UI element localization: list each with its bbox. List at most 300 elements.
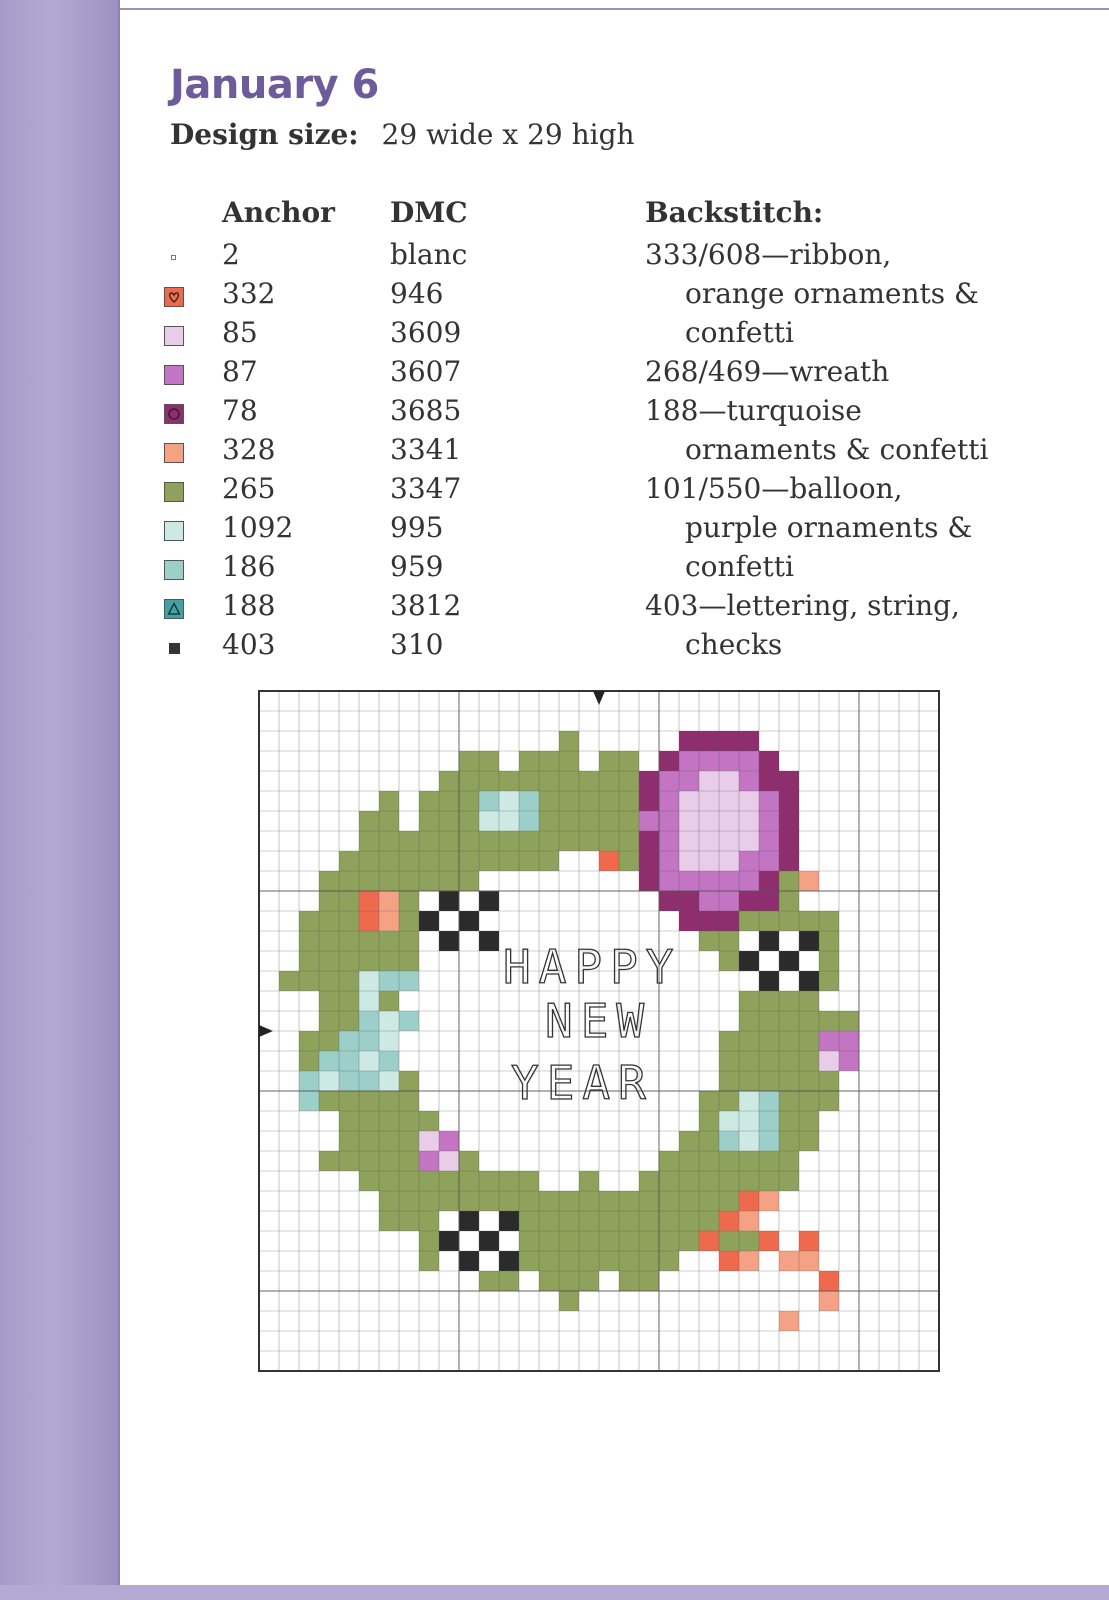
color-swatch — [164, 326, 184, 346]
wreath-cell — [759, 1071, 779, 1091]
balloon-cell — [719, 871, 739, 891]
wreath-cell — [619, 851, 639, 871]
purple-ornament-cell — [819, 1051, 839, 1071]
ribbon-cell — [359, 971, 379, 991]
wreath-cell — [539, 1211, 559, 1231]
ribbon-cell — [339, 1031, 359, 1051]
balloon-cell — [659, 811, 679, 831]
wreath-cell — [379, 1211, 399, 1231]
wreath-cell — [579, 1211, 599, 1231]
balloon-cell — [699, 871, 719, 891]
wreath-cell — [659, 1191, 679, 1211]
balloon-cell — [639, 871, 659, 891]
confetti-cell — [699, 1231, 719, 1251]
confetti-cell — [719, 1211, 739, 1231]
wreath-cell — [319, 951, 339, 971]
wreath-cell — [399, 1171, 419, 1191]
check-cell — [499, 1211, 519, 1231]
wreath-cell — [379, 791, 399, 811]
wreath-cell — [279, 971, 299, 991]
wreath-cell — [579, 1271, 599, 1291]
check-cell — [419, 911, 439, 931]
wreath-cell — [819, 971, 839, 991]
wreath-cell — [799, 991, 819, 1011]
wreath-cell — [779, 991, 799, 1011]
anchor-number: 265 — [222, 472, 276, 505]
wreath-cell — [619, 831, 639, 851]
balloon-cell — [679, 791, 699, 811]
wreath-cell — [499, 771, 519, 791]
balloon-cell — [659, 851, 679, 871]
check-cell — [759, 971, 779, 991]
wreath-cell — [459, 811, 479, 831]
balloon-cell — [639, 811, 659, 831]
check-cell — [739, 931, 759, 951]
wreath-cell — [699, 1151, 719, 1171]
balloon-cell — [719, 811, 739, 831]
wreath-cell — [459, 871, 479, 891]
ribbon-cell — [379, 1051, 399, 1071]
balloon-cell — [679, 891, 699, 911]
wreath-cell — [679, 1191, 699, 1211]
wreath-cell — [619, 1271, 639, 1291]
wreath-cell — [479, 1271, 499, 1291]
wreath-cell — [619, 811, 639, 831]
wreath-cell — [819, 1091, 839, 1111]
wreath-cell — [799, 1031, 819, 1051]
wreath-cell — [759, 1051, 779, 1071]
check-cell — [479, 1251, 499, 1271]
wreath-cell — [559, 1271, 579, 1291]
purple-ornament-cell — [819, 1031, 839, 1051]
wreath-cell — [579, 771, 599, 791]
wreath-cell — [379, 811, 399, 831]
confetti-cell — [599, 851, 619, 871]
wreath-cell — [419, 1191, 439, 1211]
ribbon-cell — [359, 1071, 379, 1091]
wreath-cell — [359, 1091, 379, 1111]
wreath-cell — [399, 911, 419, 931]
turquoise-ornament-cell — [739, 1111, 759, 1131]
wreath-cell — [739, 1011, 759, 1031]
wreath-cell — [479, 851, 499, 871]
anchor-number: 328 — [222, 433, 276, 466]
confetti-cell — [719, 1251, 739, 1271]
wreath-cell — [299, 1031, 319, 1051]
wreath-cell — [599, 791, 619, 811]
color-swatch — [164, 560, 184, 580]
wreath-cell — [539, 811, 559, 831]
wreath-cell — [599, 771, 619, 791]
wreath-cell — [559, 1251, 579, 1271]
wreath-cell — [679, 1211, 699, 1231]
wreath-cell — [359, 931, 379, 951]
color-swatch — [164, 287, 184, 307]
confetti-cell — [759, 1231, 779, 1251]
wreath-cell — [619, 751, 639, 771]
cross-stitch-chart — [258, 688, 940, 1372]
wreath-cell — [639, 1271, 659, 1291]
confetti-cell — [379, 911, 399, 931]
color-swatch — [164, 404, 184, 424]
wreath-cell — [539, 831, 559, 851]
turquoise-ornament-cell — [519, 811, 539, 831]
check-cell — [459, 1251, 479, 1271]
wreath-cell — [459, 831, 479, 851]
wreath-cell — [359, 871, 379, 891]
check-cell — [479, 1211, 499, 1231]
check-cell — [459, 931, 479, 951]
wreath-cell — [539, 1231, 559, 1251]
wreath-cell — [299, 931, 319, 951]
turquoise-ornament-cell — [479, 791, 499, 811]
wreath-cell — [539, 791, 559, 811]
anchor-number: 85 — [222, 316, 258, 349]
wreath-cell — [519, 851, 539, 871]
color-swatch — [164, 482, 184, 502]
wreath-cell — [559, 791, 579, 811]
anchor-number: 78 — [222, 394, 258, 427]
wreath-cell — [399, 1131, 419, 1151]
wreath-cell — [639, 1211, 659, 1231]
wreath-cell — [339, 931, 359, 951]
check-cell — [439, 891, 459, 911]
wreath-cell — [799, 1011, 819, 1031]
check-cell — [419, 891, 439, 911]
ribbon-cell — [359, 991, 379, 1011]
wreath-cell — [379, 1171, 399, 1191]
wreath-cell — [399, 951, 419, 971]
turquoise-ornament-cell — [759, 1091, 779, 1111]
wreath-cell — [599, 1251, 619, 1271]
ribbon-cell — [359, 1051, 379, 1071]
wreath-cell — [779, 871, 799, 891]
confetti-cell — [799, 871, 819, 891]
wreath-cell — [319, 911, 339, 931]
wreath-cell — [739, 911, 759, 931]
wreath-cell — [379, 851, 399, 871]
wreath-cell — [639, 1191, 659, 1211]
balloon-cell — [719, 771, 739, 791]
balloon-cell — [679, 771, 699, 791]
wreath-cell — [419, 851, 439, 871]
wreath-cell — [739, 1051, 759, 1071]
wreath-cell — [739, 1031, 759, 1051]
wreath-cell — [699, 1171, 719, 1191]
confetti-cell — [799, 1251, 819, 1271]
wreath-cell — [399, 1191, 419, 1211]
balloon-cell — [639, 831, 659, 851]
wreath-cell — [819, 1071, 839, 1091]
wreath-cell — [419, 811, 439, 831]
wreath-cell — [599, 811, 619, 831]
balloon-cell — [719, 791, 739, 811]
wreath-cell — [799, 911, 819, 931]
confetti-cell — [779, 1311, 799, 1331]
wreath-cell — [819, 1011, 839, 1031]
balloon-cell — [739, 791, 759, 811]
dmc-number: 310 — [390, 628, 444, 661]
balloon-cell — [739, 871, 759, 891]
wreath-cell — [419, 1231, 439, 1251]
wreath-cell — [459, 1171, 479, 1191]
purple-ornament-cell — [439, 1131, 459, 1151]
anchor-number: 1092 — [222, 511, 294, 544]
ribbon-cell — [379, 971, 399, 991]
wreath-cell — [519, 1191, 539, 1211]
wreath-cell — [599, 1231, 619, 1251]
blanc-swatch — [171, 255, 176, 260]
wreath-cell — [379, 871, 399, 891]
wreath-cell — [359, 811, 379, 831]
key-row — [160, 238, 660, 277]
wreath-cell — [319, 1091, 339, 1111]
key-row — [160, 472, 660, 511]
balloon-cell — [659, 891, 679, 911]
balloon-cell — [659, 791, 679, 811]
anchor-number: 403 — [222, 628, 276, 661]
check-cell — [779, 971, 799, 991]
balloon-cell — [719, 731, 739, 751]
wreath-cell — [439, 811, 459, 831]
anchor-header: Anchor — [222, 196, 335, 229]
balloon-cell — [739, 891, 759, 911]
balloon-cell — [779, 831, 799, 851]
wreath-cell — [599, 1211, 619, 1231]
wreath-cell — [659, 1251, 679, 1271]
wreath-cell — [379, 931, 399, 951]
wreath-cell — [419, 1171, 439, 1191]
wreath-cell — [659, 1211, 679, 1231]
wreath-cell — [639, 1251, 659, 1271]
wreath-cell — [699, 1131, 719, 1151]
wreath-cell — [579, 811, 599, 831]
balloon-cell — [759, 871, 779, 891]
anchor-number: 332 — [222, 277, 276, 310]
check-cell — [759, 931, 779, 951]
wreath-cell — [619, 771, 639, 791]
wreath-cell — [399, 1071, 419, 1091]
top-rule — [120, 8, 1109, 10]
wreath-cell — [399, 891, 419, 911]
wreath-cell — [739, 1171, 759, 1191]
turquoise-ornament-cell — [479, 811, 499, 831]
check-cell — [799, 931, 819, 951]
balloon-cell — [759, 791, 779, 811]
wreath-cell — [519, 1171, 539, 1191]
ribbon-cell — [319, 1071, 339, 1091]
wreath-cell — [399, 931, 419, 951]
wreath-cell — [399, 1111, 419, 1131]
wreath-cell — [779, 1071, 799, 1091]
dmc-number: blanc — [390, 238, 468, 271]
wreath-cell — [459, 751, 479, 771]
wreath-cell — [399, 1211, 419, 1231]
confetti-cell — [819, 1271, 839, 1291]
balloon-cell — [759, 851, 779, 871]
dmc-number: 3685 — [390, 394, 462, 427]
key-row — [160, 277, 660, 316]
wreath-cell — [459, 851, 479, 871]
design-size-label: Design size: — [170, 118, 359, 151]
wreath-cell — [539, 1251, 559, 1271]
wreath-cell — [679, 1171, 699, 1191]
anchor-number: 87 — [222, 355, 258, 388]
balloon-cell — [779, 811, 799, 831]
wreath-cell — [559, 1291, 579, 1311]
wreath-cell — [559, 731, 579, 751]
check-cell — [419, 931, 439, 951]
wreath-cell — [619, 1211, 639, 1231]
wreath-cell — [799, 1111, 819, 1131]
ribbon-cell — [339, 1051, 359, 1071]
wreath-cell — [559, 1191, 579, 1211]
balloon-cell — [719, 831, 739, 851]
wreath-cell — [559, 1231, 579, 1251]
wreath-cell — [579, 1171, 599, 1191]
bottom-strip — [0, 1585, 1109, 1600]
color-swatch — [164, 599, 184, 619]
balloon-cell — [779, 851, 799, 871]
wreath-cell — [319, 1151, 339, 1171]
check-cell — [439, 1231, 459, 1251]
wreath-cell — [759, 991, 779, 1011]
wreath-cell — [419, 791, 439, 811]
wreath-cell — [359, 1111, 379, 1131]
check-cell — [439, 1211, 459, 1231]
wreath-cell — [459, 791, 479, 811]
wreath-cell — [419, 831, 439, 851]
wreath-cell — [419, 1111, 439, 1131]
wreath-cell — [559, 1211, 579, 1231]
backstitch-line: orange ornaments & — [685, 277, 979, 310]
balloon-cell — [699, 831, 719, 851]
turquoise-ornament-cell — [719, 1131, 739, 1151]
wreath-cell — [739, 991, 759, 1011]
wreath-cell — [459, 771, 479, 791]
wreath-cell — [579, 1191, 599, 1211]
balloon-cell — [779, 771, 799, 791]
balloon-cell — [679, 811, 699, 831]
wreath-cell — [799, 1131, 819, 1151]
backstitch-header: Backstitch: — [645, 196, 824, 229]
check-cell — [739, 951, 759, 971]
wreath-cell — [799, 1071, 819, 1091]
balloon-cell — [759, 811, 779, 831]
dmc-header: DMC — [390, 196, 468, 229]
wreath-cell — [759, 1151, 779, 1171]
check-cell — [459, 891, 479, 911]
balloon-cell — [759, 751, 779, 771]
color-swatch — [164, 443, 184, 463]
key-row — [160, 316, 660, 355]
confetti-cell — [759, 1191, 779, 1211]
wreath-cell — [499, 1271, 519, 1291]
anchor-number: 186 — [222, 550, 276, 583]
confetti-cell — [739, 1211, 759, 1231]
wreath-cell — [779, 1091, 799, 1111]
wreath-cell — [699, 931, 719, 951]
turquoise-ornament-cell — [519, 791, 539, 811]
ribbon-cell — [319, 1051, 339, 1071]
wreath-cell — [339, 911, 359, 931]
dmc-number: 3812 — [390, 589, 462, 622]
wreath-cell — [819, 911, 839, 931]
ribbon-cell — [379, 1011, 399, 1031]
wreath-cell — [359, 1131, 379, 1151]
key-row — [160, 433, 660, 472]
balloon-cell — [759, 891, 779, 911]
wreath-cell — [679, 1131, 699, 1151]
wreath-cell — [339, 871, 359, 891]
balloon-cell — [679, 751, 699, 771]
wreath-cell — [579, 831, 599, 851]
check-cell — [439, 911, 459, 931]
wreath-cell — [439, 791, 459, 811]
anchor-number: 2 — [222, 238, 240, 271]
wreath-cell — [699, 1111, 719, 1131]
wreath-cell — [599, 831, 619, 851]
wreath-cell — [379, 1191, 399, 1211]
ribbon-cell — [399, 1011, 419, 1031]
wreath-cell — [479, 771, 499, 791]
ribbon-cell — [359, 1031, 379, 1051]
balloon-cell — [679, 851, 699, 871]
confetti-cell — [779, 1251, 799, 1271]
wreath-cell — [299, 951, 319, 971]
balloon-cell — [739, 771, 759, 791]
wreath-cell — [339, 991, 359, 1011]
balloon-cell — [719, 751, 739, 771]
wreath-cell — [339, 951, 359, 971]
dmc-number: 3347 — [390, 472, 462, 505]
wreath-cell — [359, 851, 379, 871]
wreath-cell — [779, 1051, 799, 1071]
wreath-cell — [659, 1151, 679, 1171]
wreath-cell — [539, 1191, 559, 1211]
design-size-value: 29 wide x 29 high — [381, 118, 635, 151]
balloon-cell — [699, 791, 719, 811]
turquoise-ornament-cell — [499, 811, 519, 831]
check-cell — [459, 1231, 479, 1251]
wreath-cell — [339, 1131, 359, 1151]
ribbon-cell — [299, 1071, 319, 1091]
check-cell — [459, 911, 479, 931]
wreath-cell — [399, 1151, 419, 1171]
wreath-cell — [799, 1091, 819, 1111]
purple-ornament-cell — [839, 1031, 859, 1051]
wreath-cell — [679, 1231, 699, 1251]
check-cell — [779, 931, 799, 951]
balloon-cell — [699, 911, 719, 931]
wreath-cell — [539, 1271, 559, 1291]
wreath-cell — [299, 911, 319, 931]
check-cell — [479, 911, 499, 931]
wreath-cell — [739, 1151, 759, 1171]
wreath-cell — [339, 851, 359, 871]
balloon-cell — [639, 851, 659, 871]
wreath-cell — [339, 891, 359, 911]
backstitch-line: 188—turquoise — [645, 394, 862, 427]
balloon-cell — [659, 751, 679, 771]
wreath-cell — [499, 831, 519, 851]
check-cell — [479, 931, 499, 951]
wreath-cell — [559, 771, 579, 791]
confetti-cell — [739, 1251, 759, 1271]
wreath-cell — [779, 1131, 799, 1151]
balloon-cell — [779, 791, 799, 811]
wreath-cell — [439, 871, 459, 891]
